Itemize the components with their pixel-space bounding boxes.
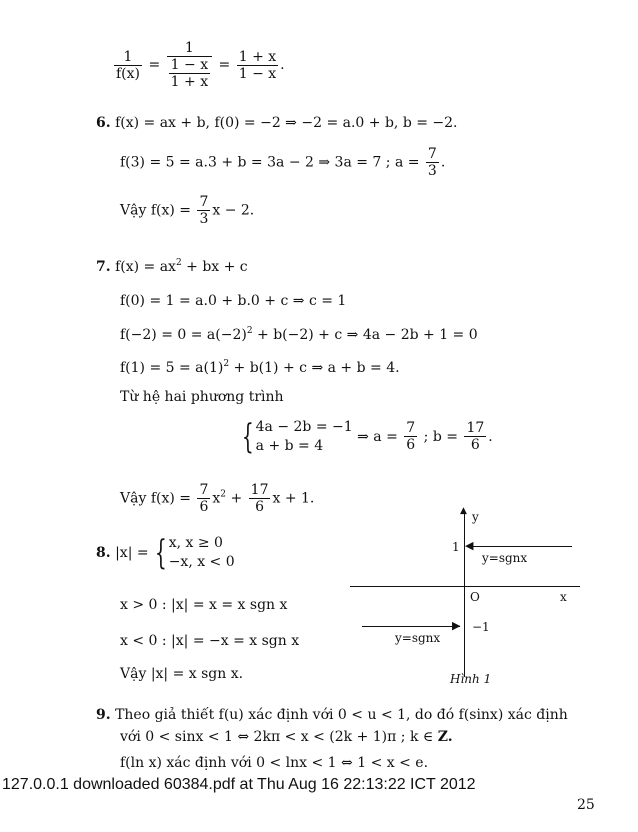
p8-definition [96,534,235,572]
fraction [197,194,210,227]
numerator: 17 [250,482,269,498]
exponent: 2 [220,489,227,500]
text: Vậy f(x) = [120,202,191,219]
fraction [464,420,486,453]
page-number: 25 [577,797,595,813]
p7-line2 [120,294,346,308]
text: |x| = [115,544,149,561]
problem-number: 7. [96,259,111,275]
fraction [249,482,271,515]
denominator: f(x) [116,65,141,82]
compound-fraction [167,40,212,90]
exponent: 2 [223,359,230,369]
fraction [426,146,439,179]
y-axis-arrow-icon: ▲ [460,506,467,516]
equation-system [256,418,353,456]
left-brace: { [241,416,254,457]
text: f(−2) = 0 = a(−2) [120,327,247,343]
text: x − 2. [212,202,255,219]
p8-line2 [120,598,287,612]
text: f(1) = 5 = a(1) [120,360,224,376]
p9-line1 [96,708,568,722]
tick-label-negative: −1 [472,620,490,634]
denominator [167,57,212,90]
numerator: 7 [427,146,437,162]
p8-line3 [120,634,299,648]
p9-line3 [120,756,428,770]
text: Theo giả thiết f(u) xác định với 0 < u < 1, do đó f(sinx) xác định [115,707,568,723]
p8-line4 [120,667,243,681]
sgn-label-top: y=sgnx [482,551,528,565]
text: Vậy f(x) = [120,490,191,507]
numerator: 7 [406,420,416,437]
open-endpoint-arrow-icon: ▶ [452,619,461,632]
equation: a + b = 4 [255,437,324,454]
text: + b(1) + c ⇒ a + b = 4. [229,360,400,376]
denominator: 6 [406,437,416,454]
p7-line4 [120,361,400,375]
p7-line3 [120,328,478,342]
text: + [230,490,243,507]
numerator: 7 [199,194,209,210]
numerator: 1 [114,49,142,66]
numerator: 1 [167,40,212,57]
numerator: 7 [199,482,209,498]
text: x < 0 : |x| = −x = x sgn x [120,633,300,649]
exponent: 2 [246,326,253,336]
p7-conclusion: Vậy f(x) = $\frac{7}{6}$ $x^2$ + $\frac{17}{6}$ x + 1. [120,482,315,516]
origin-label: O [470,590,480,604]
text: f(ln x) xác định với 0 < lnx < 1 ⇔ 1 < x < e. [120,755,429,771]
problem-number: 8. [96,544,111,561]
sgn-negative-branch [362,626,460,627]
p7-system: { 4a − 2b = −1 a + b = 4 ⇒ a = $\frac{7}{6}$ ; b = $\frac{17}{6}$ . [241,416,493,457]
text: f(x) = ax + b, f(0) = −2 ⇒ −2 = a.0 + b, b = −2. [115,115,458,131]
integer-set: Z. [437,729,453,745]
p6-line1 [96,116,458,130]
p6-line3 [120,194,254,227]
numerator: 17 [466,420,485,437]
p6-line2: f(3) = 5 = a.3 + b = 3a − 2 ⇒ 3a = 7 ; a = $\frac{7}{3}$ . [120,146,446,180]
numerator: 1 + x [238,48,277,65]
inner-fraction [169,57,210,90]
p9-line2 [120,730,453,744]
case: −x, x < 0 [168,553,235,570]
p7-line1 [96,260,248,274]
y-axis-line [464,512,465,677]
piecewise-cases [169,534,235,572]
x-axis-label: x [560,590,567,604]
text: + bx + c [181,259,248,275]
problem-number: 9. [96,707,111,723]
text: + b(−2) + c ⇒ 4a − 2b + 1 = 0 [252,327,478,343]
denominator: 6 [255,499,265,516]
denominator: 6 [199,499,209,516]
left-brace: { [154,532,167,573]
fraction [404,420,417,453]
text: f(x) = ax [115,259,176,275]
equation: 4a − 2b = −1 [255,419,353,435]
case: x, x ≥ 0 [168,535,223,551]
text: Vậy |x| = x sgn x. [120,666,244,682]
problem-number: 6. [96,115,111,131]
exponent: 2 [175,258,182,268]
text: x > 0 : |x| = x = x sgn x [120,597,288,613]
tick-label-positive: 1 [452,540,460,554]
x-axis-line [350,586,580,587]
top-equation: $\frac{1}{f(x)}$ = $\frac{1}{\frac{1 - x}{1 + x}}$ = $\frac{1 + x}{1 - x}$ . [116,40,285,91]
text: với 0 < sinx < 1 ⇔ 2kπ < x < (2k + 1)π ; k ∈ [120,729,438,745]
fraction [114,49,142,82]
download-watermark: 127.0.0.1 downloaded 60384.pdf at Thu Aug 16 22:13:22 ICT 2012 [2,776,476,793]
text: f(0) = 1 = a.0 + b.0 + c ⇒ c = 1 [120,293,347,309]
denominator: 6 [470,437,480,454]
text: Từ hệ hai phương trình [120,389,284,405]
sgn-positive-branch [468,546,572,547]
denominator: 1 + x [170,74,209,91]
open-endpoint-arrow-icon: ◀ [465,539,474,552]
denominator: 3 [199,211,209,228]
fraction [237,49,278,82]
denominator: 1 − x [238,65,277,82]
text: x + 1. [272,490,315,507]
y-axis-label: y [472,510,479,524]
text: f(3) = 5 = a.3 + b = 3a − 2 ⇒ 3a = 7 ; a = [120,154,420,171]
fraction [197,482,210,515]
sgn-label-bottom: y=sgnx [395,631,441,645]
text: ⇒ a = [357,428,398,445]
p7-line5 [120,390,284,404]
denominator: 3 [427,163,437,180]
numerator: 1 − x [170,57,209,74]
text: ; b = [423,428,458,445]
figure-caption: Hình 1 [450,672,492,686]
